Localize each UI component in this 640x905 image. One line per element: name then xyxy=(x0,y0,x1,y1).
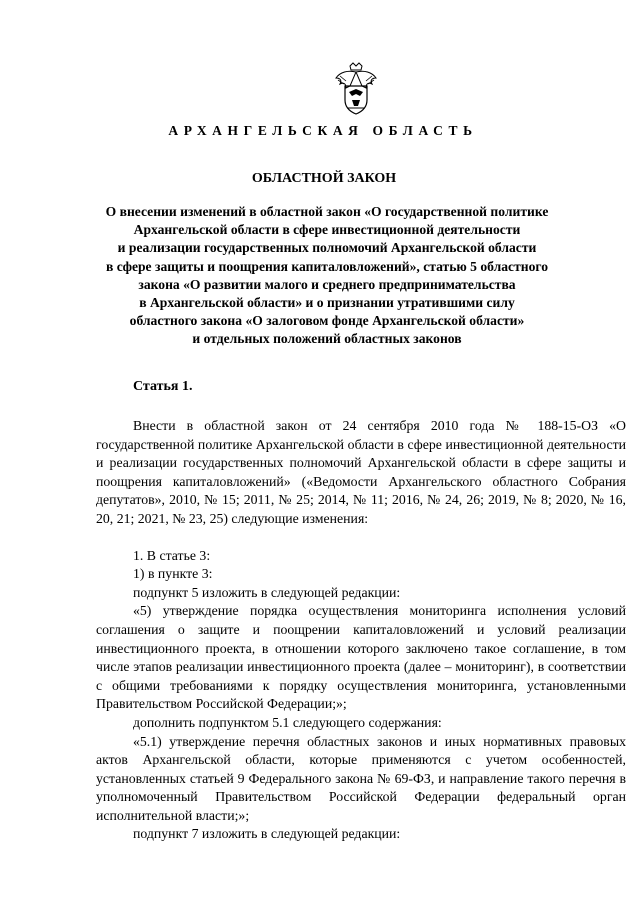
article-body xyxy=(96,417,626,844)
paragraph: «5) утверждение порядка осуществления мониторинга исполнения условий соглашения о защите и поощрении капиталовложений и условий реализации инвестиционного проекта, в отношении которого заключено такое соглашение, в том числе этапов реализации инвестиционного проекта (далее – мониторинг), в соответствии с общими требованиями к порядку осуществления мониторинга, установленными Правительством Российской Федерации;»; xyxy=(96,603,626,712)
region-name: АРХАНГЕЛЬСКАЯ ОБЛАСТЬ xyxy=(168,123,478,138)
title-line: и реализации государственных полномочий Архангельской области xyxy=(117,240,537,256)
paragraph: Внести в областной закон от 24 сентября 2010 года № 188-15-ОЗ «О государственной политике Архангельской области в сфере инвестиционной деятельности и реализации государственных полномочий Архангельской области в сфере защиты и поощрения капиталовложений» («Ведомости Архангельского областного Собрания депутатов», 2010, № 15; 2011, № 25; 2014, № 11; 2016, № 24, 26; 2019, № 8; 2020, № 16, 20, 21; 2021, № 23, 25) следующие изменения: xyxy=(96,418,626,526)
paragraph: подпункт 7 изложить в следующей редакции: xyxy=(133,826,401,842)
paragraph: дополнить подпунктом 5.1 следующего содержания: xyxy=(133,714,442,730)
title-line: Архангельской области в сфере инвестиционной деятельности xyxy=(133,222,521,238)
law-title xyxy=(90,203,564,349)
title-line: областного закона «О залоговом фонде Архангельской области» xyxy=(129,313,525,329)
title-line: и отдельных положений областных законов xyxy=(192,331,462,347)
title-line: в Архангельской области» и о признании утратившими силу xyxy=(139,295,515,311)
title-line: закона «О развитии малого и среднего предпринимательства xyxy=(138,276,516,292)
paragraph: 1) в пункте 3: xyxy=(133,566,213,582)
document-type: ОБЛАСТНОЙ ЗАКОН xyxy=(251,171,397,186)
title-line: в сфере защиты и поощрения капиталовложений», статью 5 областного xyxy=(105,258,549,274)
paragraph: 1. В статье 3: xyxy=(133,547,211,563)
coat-of-arms-icon xyxy=(334,62,378,116)
paragraph: подпункт 5 изложить в следующей редакции: xyxy=(133,584,401,600)
title-line: О внесении изменений в областной закон «О государственной политике xyxy=(105,204,549,219)
paragraph: «5.1) утверждение перечня областных законов и иных нормативных правовых актов Архангельской области, которые применяются с учетом особенностей, установленных статьей 9 Федерального закона № 69-ФЗ, и направление такого перечня в уполномоченный Правительством Российской Федерации федеральный орган исполнительной власти;»; xyxy=(96,733,626,823)
article-heading: Статья 1. xyxy=(133,379,193,394)
